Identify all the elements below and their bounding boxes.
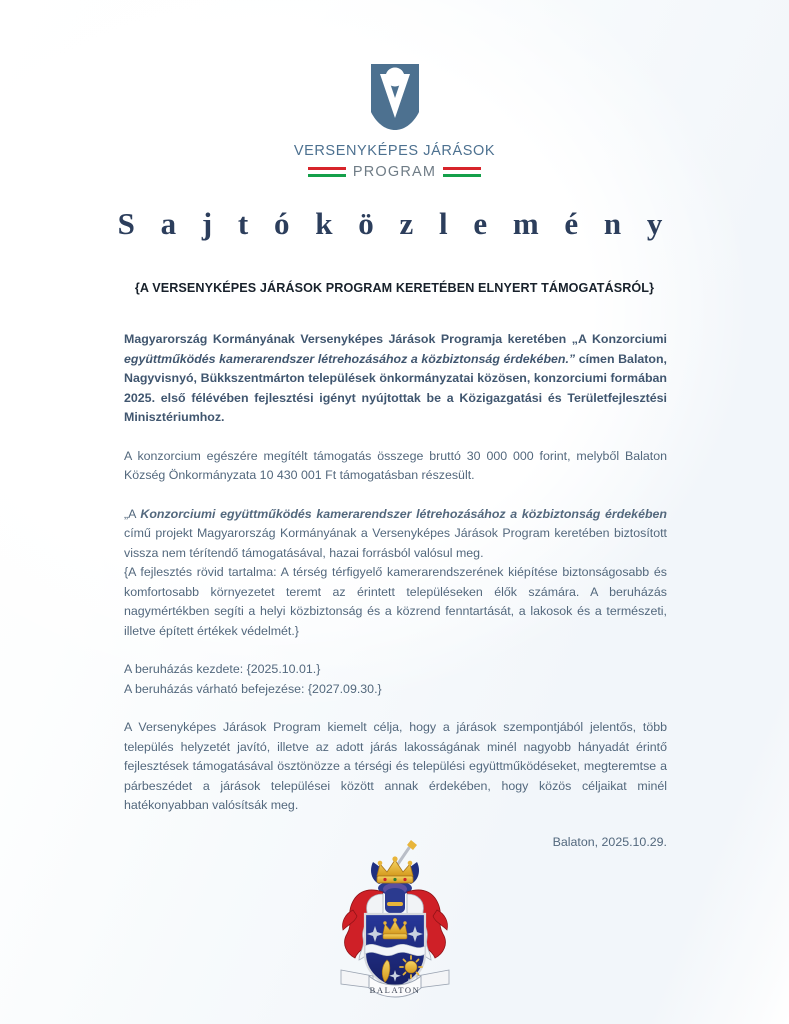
paragraph-intro-part2: címen Balaton, Nagyvisnyó, Bükkszentmárton települések önkormányzatai közösen, konzorciumi formában 2025. első félévében fejlesztési igényt nyújtottak be a Közigazgatási és Területfejlesztési Minisztériumhoz. <box>124 351 667 424</box>
crest-shield <box>365 914 425 988</box>
investment-end-date: A beruházás várható befejezése: {2027.09.30.} <box>124 681 382 696</box>
paragraph-program-goal: A Versenyképes Járások Program kiemelt célja, hogy a járások szempontjából jelentős, több település helyzetét javító, illetve az adott járás lakosságának minél nagyobb hányadát érintő fejlesztések támogatásával ösztönözze a térségi és települési együttműködéseket, megteremtse a párbeszédet a járások települései között annak érdekében, hogy közös céljaikat minél hatékonyabban valósítsák meg. <box>124 720 667 812</box>
investment-start-date: A beruházás kezdete: {2025.10.01.} <box>124 662 321 676</box>
signature-place-date: Balaton, 2025.10.29. <box>552 834 667 849</box>
crest-motto-text: BALATON <box>369 985 420 995</box>
project-quote-open: „A <box>124 506 141 521</box>
logo-name-text: VERSENYKÉPES JÁRÁSOK <box>293 143 496 159</box>
paragraph-funding-amount: A konzorcium egészére megítélt támogatás összege bruttó 30 000 000 forint, melyből Balaton Község Önkormányzata 10 430 001 Ft támogatásban részesült. <box>124 448 667 482</box>
logo-program-text: PROGRAM <box>352 164 437 180</box>
paragraph-intro-part1: Magyarország Kormányának Versenyképes Járások Programja keretében „A Konzorciumi <box>124 332 667 346</box>
paragraph-intro-project-title: együttműködés kamerarendszer létrehozásához a közbiztonság érdekében.” <box>124 351 576 366</box>
paragraph-development-summary: {A fejlesztés rövid tartalma: A térség térfigyelő kamerarendszerének kiépítése biztonságosabb és komfortosabb környezetet teremt az érintett településeken élők számára. A beruházás nagymértékben segíti a helyi közbiztonság és a közrend fenntartását, a lakosok és a természeti, illetve épített értékek védelmét.} <box>124 565 667 638</box>
paragraph-project-description <box>124 505 667 564</box>
project-title-emphasis: Konzorciumi együttműködés kamerarendszer létrehozásához a közbiztonság érdekében <box>140 506 667 521</box>
page-title: S a j t ó k ö z l e m é n y <box>117 206 672 241</box>
crest-helmet-body <box>385 888 405 914</box>
program-logo <box>0 60 789 180</box>
paragraph-intro <box>124 330 667 428</box>
shield-sun-charge <box>400 956 422 978</box>
balaton-coat-of-arms <box>0 836 789 1002</box>
document-body <box>124 330 667 852</box>
logo-program-row <box>308 164 481 180</box>
hungarian-flag-icon-left <box>308 167 346 177</box>
project-description-rest: című projekt Magyarország Kormányának a Versenyképes Járások Program keretében biztosított vissza nem térítendő támogatásával, hazai forrásból valósul meg. <box>124 526 667 560</box>
page-subtitle: {A VERSENYKÉPES JÁRÁSOK PROGRAM KERETÉBEN ELNYERT TÁMOGATÁSRÓL} <box>134 281 655 295</box>
hungarian-flag-icon-right <box>443 167 481 177</box>
crest-crown <box>377 856 413 883</box>
location-pin-shield-icon <box>367 60 423 132</box>
